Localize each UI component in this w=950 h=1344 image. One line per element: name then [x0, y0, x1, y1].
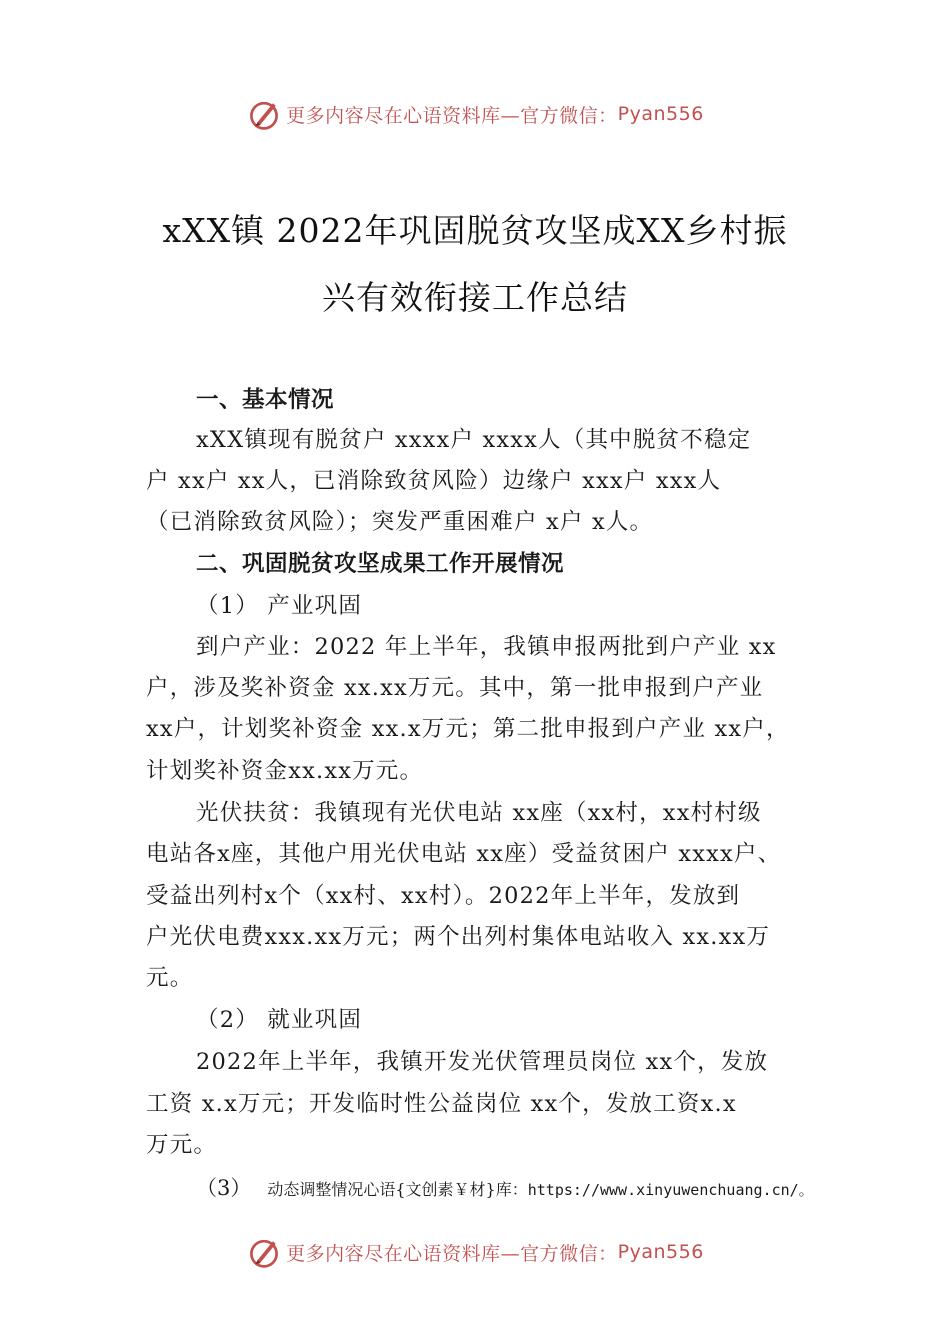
- paragraph-line: 受益出列村x个（xx村、xx村）。2022年上半年，发放到: [146, 883, 741, 909]
- watermark-banner-bottom: [0, 1232, 950, 1272]
- subheading-employment: （2） 就业巩固: [196, 1007, 363, 1033]
- paragraph-line: 光伏扶贫：我镇现有光伏电站 xx座（xx村，xx村村级: [196, 800, 762, 826]
- paragraph-line: 万元。: [146, 1132, 218, 1158]
- paragraph-line: 元。: [146, 965, 194, 991]
- subheading-dynamic-adjustment: [196, 1172, 814, 1202]
- watermark-text: 更多内容尽在心语资料库—官方微信：: [286, 104, 618, 127]
- paragraph-line: （已消除致贫风险）；突发严重困难户 x户 x人。: [146, 509, 654, 535]
- section-heading-work-progress: 二、巩固脱贫攻坚成果工作开展情况: [196, 551, 565, 577]
- paragraph-line: 工资 x.x万元；开发临时性公益岗位 xx个，发放工资x.x: [146, 1091, 737, 1117]
- subheading-text: 动态调整情况心语{文创素￥材}库：: [267, 1180, 528, 1199]
- document-title-line-2: 兴有效衔接工作总结: [322, 278, 628, 317]
- quill-pen-logo-icon: [246, 1234, 282, 1270]
- section-heading-basic-situation: 一、基本情况: [196, 387, 335, 413]
- paragraph-line: 计划奖补资金xx.xx万元。: [146, 758, 424, 784]
- watermark-wechat-id: Pyan556: [617, 1241, 704, 1263]
- paragraph-line: 户，涉及奖补资金 xx.xx万元。其中，第一批申报到户产业: [146, 675, 764, 701]
- watermark-text: 更多内容尽在心语资料库—官方微信：: [286, 1242, 618, 1265]
- subheading-industry: （1） 产业巩固: [196, 593, 363, 619]
- paragraph-line: 2022年上半年，我镇开发光伏管理员岗位 xx个，发放: [196, 1049, 769, 1075]
- paragraph-line: 电站各x座，其他户用光伏电站 xx座）受益贫困户 xxxx户、: [146, 841, 782, 867]
- paragraph-line: 户 xx户 xx人，已消除致贫风险）边缘户 xxx户 xxx人: [146, 468, 722, 494]
- subheading-number: （3）: [196, 1176, 252, 1200]
- watermark-wechat-id: Pyan556: [617, 103, 704, 125]
- paragraph-line: 到户产业：2022 年上半年，我镇申报两批到户产业 xx: [196, 634, 777, 660]
- paragraph-line: 户光伏电费xxx.xx万元；两个出列村集体电站收入 xx.xx万: [146, 924, 771, 950]
- paragraph-line: xx户，计划奖补资金 xx.x万元；第二批申报到户产业 xx户，: [146, 716, 790, 742]
- quill-pen-logo-icon: [246, 96, 282, 132]
- document-title-line-1: xXX镇 2022年巩固脱贫攻坚成XX乡村振: [162, 211, 788, 250]
- paragraph-line: xXX镇现有脱贫户 xxxx户 xxxx人（其中脱贫不稳定: [196, 427, 752, 453]
- source-url-link[interactable]: https://www.xinyuwenchuang.cn/。: [527, 1181, 814, 1199]
- watermark-banner-top: [0, 94, 950, 134]
